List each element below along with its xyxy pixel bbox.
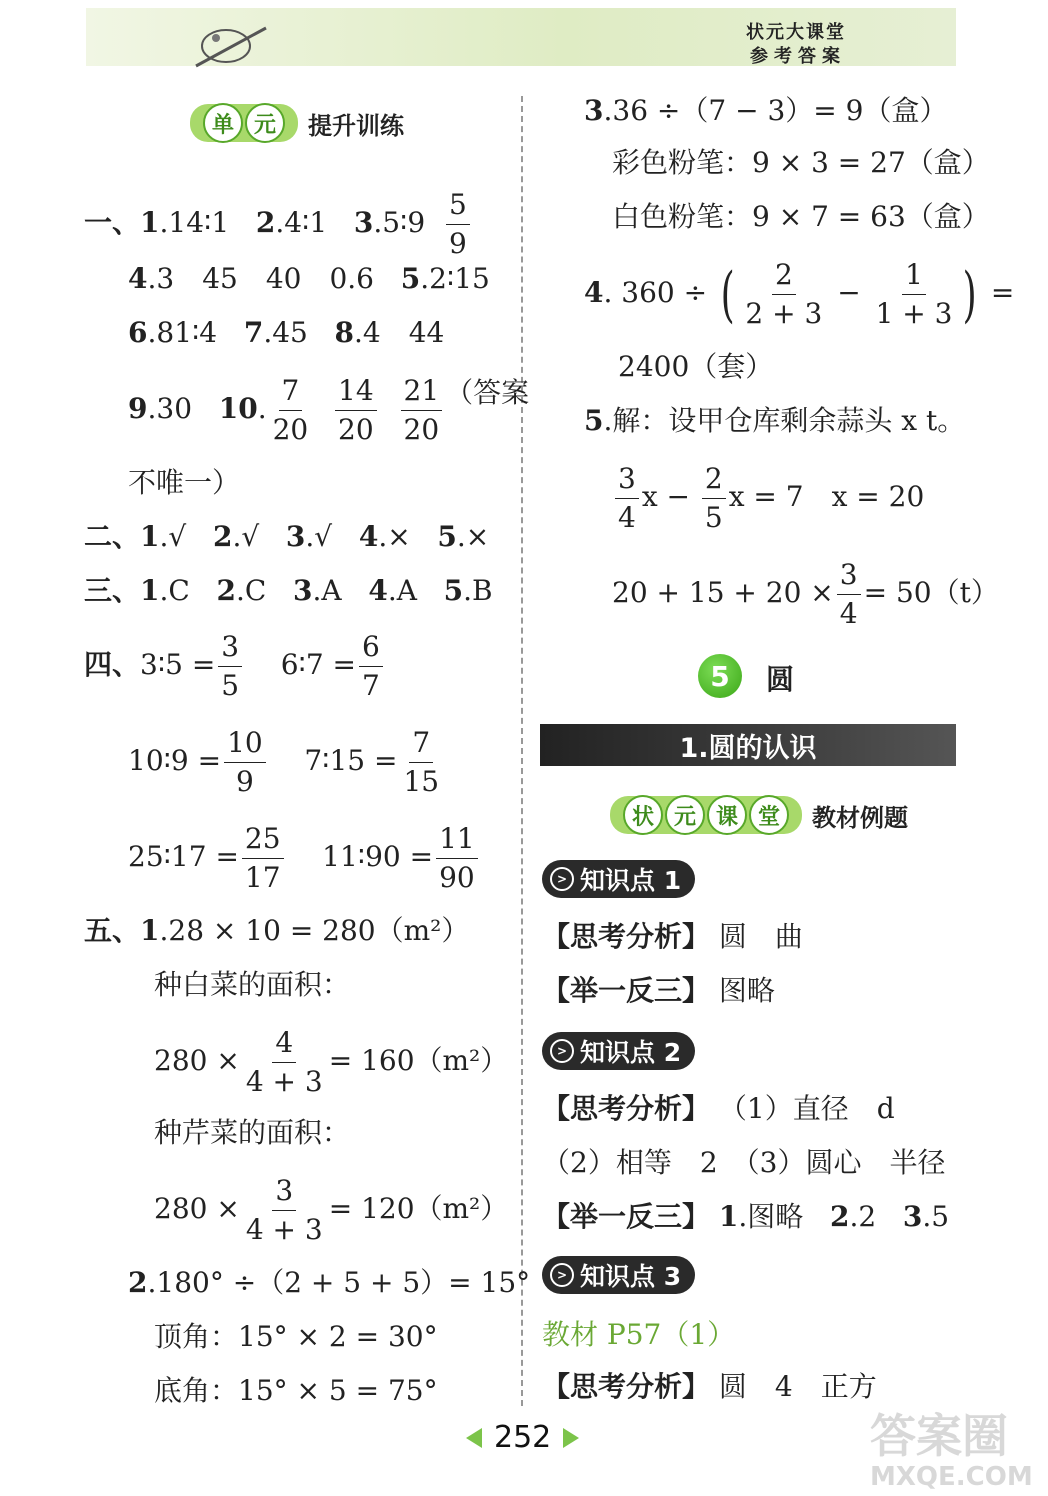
answer-line: 一、1.14∶1 2.4∶1 3.5∶9 $\frac{5}{9}$	[84, 186, 473, 263]
fraction: $\frac{7}{15}$	[403, 726, 440, 798]
knowledge-point-3-label: > 知识点 3	[542, 1256, 695, 1294]
answer-line: 10∶9 = $\frac{10}{9}$ 7∶15 = $\frac{7}{15}$	[128, 724, 445, 801]
fraction: $\frac{1}{1 + 3}$	[875, 258, 953, 330]
section-badge: 状 元 课 堂	[610, 796, 802, 834]
header-title: 状元大课堂	[746, 22, 846, 43]
fraction: $\frac{25}{17}$	[242, 820, 284, 897]
triangle-left-icon	[466, 1428, 482, 1448]
answer-line: 2400（套）	[618, 350, 774, 383]
chevron-right-icon: >	[550, 867, 574, 891]
answer-line: 5.解：设甲仓库剩余蒜头 x t。	[584, 404, 966, 437]
textbook-section-title: 状 元 课 堂 教材例题	[610, 796, 908, 834]
fraction: $\frac{7}{20}$	[272, 374, 309, 446]
answer-line: 20 + 15 + 20 × $\frac{3}{4}$ = 50（t）	[612, 556, 999, 633]
fraction: $\frac{11}{90}$	[436, 820, 478, 897]
answer-line: 6.81∶4 7.45 8.4 44	[128, 316, 445, 349]
column-divider	[521, 96, 523, 1406]
answer-line: 【思考分析】 圆 4 正方	[542, 1370, 877, 1403]
answer-line: 种白菜的面积：	[154, 968, 351, 1001]
answer-line: 白色粉笔：9 × 7 = 63（盒）	[612, 200, 990, 233]
fraction: $\frac{3}{5}$	[218, 628, 242, 705]
fraction: $\frac{14}{20}$	[335, 372, 377, 449]
watermark: 答案圈 MXQE.COM	[870, 1409, 1033, 1492]
answer-line: 底角：15° × 5 = 75°	[154, 1374, 438, 1407]
answer-line: 五、1.28 × 10 = 280（m²）	[84, 914, 470, 947]
page-number: 252	[466, 1420, 579, 1455]
fraction: $\frac{21}{20}$	[401, 372, 443, 449]
fraction: $\frac{6}{7}$	[359, 628, 383, 705]
fraction: $\frac{5}{9}$	[446, 186, 470, 263]
answer-line: 三、1.C 2.C 3.A 4.A 5.B	[84, 574, 493, 607]
answer-line: （2）相等 2 （3）圆心 半径	[542, 1146, 946, 1179]
fraction: $\frac{4}{4 + 3}$	[245, 1026, 323, 1098]
chevron-right-icon: >	[550, 1263, 574, 1287]
answer-line: 彩色粉笔：9 × 3 = 27（盒）	[612, 146, 990, 179]
answer-line: 【举一反三】 1.图略 2.2 3.5	[542, 1200, 950, 1233]
answer-line: 280 × $\frac{3}{4 + 3}$ = 120（m²）	[154, 1172, 508, 1249]
fraction: $\frac{3}{4 + 3}$	[245, 1174, 323, 1246]
chapter-number-badge: 5	[698, 654, 742, 698]
fraction: $\frac{2}{5}$	[702, 460, 726, 537]
answer-line: 3.36 ÷（7 − 3）= 9（盒）	[584, 94, 948, 127]
answer-line: 【举一反三】 图略	[542, 974, 775, 1007]
lesson-title-bar: 1.圆的认识	[540, 724, 956, 766]
fraction: $\frac{2}{2 + 3}$	[745, 258, 823, 330]
fraction: $\frac{3}{4}$	[837, 556, 861, 633]
answer-line: 【思考分析】 圆 曲	[542, 920, 803, 953]
answer-line: 四、3∶5 = $\frac{3}{5}$ 6∶7 = $\frac{6}{7}$	[84, 628, 386, 705]
unit-section-title: 单 元 提升训练	[190, 104, 404, 142]
unit-badge: 单 元	[190, 104, 298, 142]
answer-line: 二、1.√ 2.√ 3.√ 4.× 5.×	[84, 520, 490, 553]
answer-line: 280 × $\frac{4}{4 + 3}$ = 160（m²）	[154, 1024, 508, 1101]
answer-line: 4.3 45 40 0.6 5.2∶15	[128, 262, 490, 295]
answer-line: $\frac{3}{4}$ x − $\frac{2}{5}$ x = 7 x = 20	[612, 460, 924, 537]
knowledge-point-2-label: > 知识点 2	[542, 1032, 695, 1070]
fraction: $\frac{3}{4}$	[615, 460, 639, 537]
header-subtitle: 参考答案	[750, 46, 846, 67]
answer-line: 2.180° ÷（2 + 5 + 5）= 15°	[128, 1266, 531, 1299]
textbook-reference: 教材 P57（1）	[542, 1318, 736, 1351]
answer-line: 不唯一）	[128, 466, 241, 499]
pencil-illustration-icon	[186, 16, 276, 72]
page-header-banner	[86, 8, 956, 66]
chevron-right-icon: >	[550, 1039, 574, 1063]
answer-line: 种芹菜的面积：	[154, 1116, 351, 1149]
answer-line: 25∶17 = $\frac{25}{17}$ 11∶90 = $\frac{11}{90}$	[128, 820, 481, 897]
knowledge-point-1-label: > 知识点 1	[542, 860, 695, 898]
triangle-right-icon	[563, 1428, 579, 1448]
chapter-title: 圆	[766, 663, 795, 696]
fraction: $\frac{10}{9}$	[224, 724, 266, 801]
answer-line: 顶角：15° × 2 = 30°	[154, 1320, 438, 1353]
answer-line: 【思考分析】 （1）直径 d	[542, 1092, 895, 1125]
answer-line: 9.30 10. $\frac{7}{20}$ $\frac{14}{20}$ $\frac{21}{20}$ （答案	[128, 372, 529, 449]
answer-line: 4. 360 ÷ ( $\frac{2}{2 + 3}$ − $\frac{1}{1 + 3}$ ) =	[584, 256, 1014, 333]
